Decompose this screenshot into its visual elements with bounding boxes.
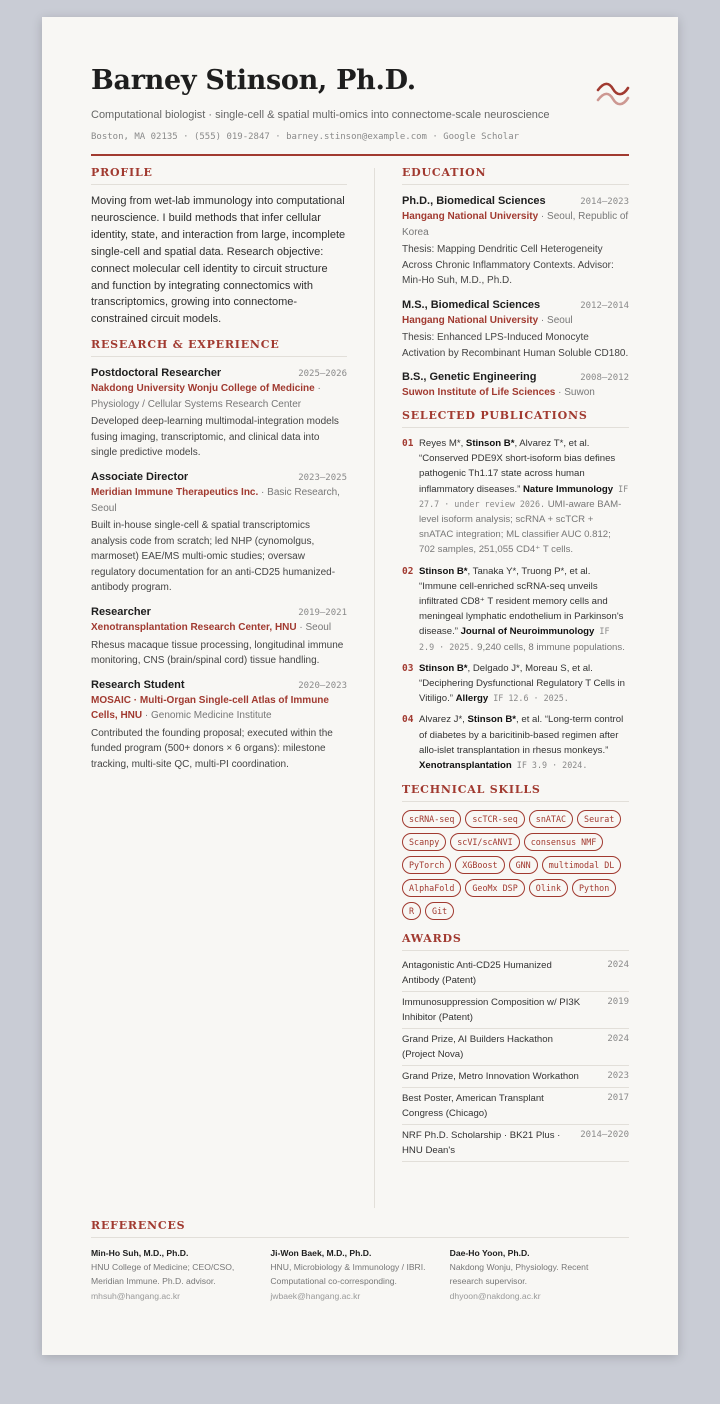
- entry-org: [91, 485, 347, 516]
- skill-list: [402, 810, 629, 920]
- reference-card: [91, 1246, 270, 1303]
- entry-org: [402, 385, 629, 401]
- skill-chip: Git: [425, 902, 454, 920]
- entry-title: M.S., Biomedical Sciences: [402, 298, 541, 311]
- skill-chip: Scanpy: [402, 833, 446, 851]
- entry-org: [402, 313, 629, 329]
- pub-title: , Alvarez T*, et al. “Conserved PDE9X short-isoform bias defines pathogenic Th1.17 state across human inflammatory diseases.”: [419, 437, 616, 495]
- award-year: 2014–2020: [580, 1130, 629, 1141]
- entry-header: [91, 677, 347, 693]
- pub-author-self: Stinson B*: [419, 565, 468, 577]
- award-year: 2017: [607, 1093, 629, 1104]
- name-heading: Barney Stinson, Ph.D.: [91, 65, 416, 96]
- skill-chip: GNN: [509, 856, 538, 874]
- org-detail: · Physiology / Cellular Systems Research Center: [91, 383, 321, 410]
- reference-description: HNU, Microbiology & Immunology / IBRI. Computational co-corresponding.: [270, 1262, 426, 1287]
- pub-authors-pre: Reyes M*,: [419, 437, 466, 449]
- pub-author-self: Stinson B*: [467, 714, 517, 726]
- award-year: 2019: [607, 997, 629, 1008]
- column-divider: [374, 168, 375, 1208]
- tilde-waves-icon: [596, 81, 630, 107]
- experience-entry: [91, 469, 347, 596]
- skill-chip: PyTorch: [402, 856, 451, 874]
- entry-title: Researcher: [91, 606, 151, 618]
- publication-text: [419, 564, 629, 655]
- publication-item: [402, 712, 629, 773]
- pub-author-self: Stinson B*: [465, 437, 515, 449]
- award-name: Grand Prize, Metro Innovation Workathon: [402, 1071, 579, 1083]
- award-name: Antagonistic Anti-CD25 Humanized Antibody (Patent): [402, 960, 552, 987]
- skill-chip: Seurat: [577, 810, 621, 828]
- experience-entry: [91, 365, 347, 461]
- entry-description: Thesis: Enhanced LPS-Induced Monocyte Activation by Recombinant Human Soluble CD180.: [402, 332, 629, 359]
- publication-text: [419, 661, 629, 707]
- skill-chip: R: [402, 902, 421, 920]
- pub-meta: IF 27.7 · under review 2026.: [419, 483, 629, 509]
- entry-description: Developed deep-learning multimodal-integration models fusing imaging, transcriptomic, and clinical data into single predictive models.: [91, 416, 339, 459]
- entry-date: 2019–2021: [298, 608, 347, 618]
- org-detail: · Basic Research, Seoul: [91, 487, 340, 514]
- pub-author-self: Stinson B*: [419, 662, 468, 674]
- entry-date: 2014–2023: [580, 197, 629, 207]
- entry-header: [91, 604, 347, 620]
- reference-card: [270, 1246, 449, 1303]
- publication-text: [419, 436, 629, 558]
- org-name: Suwon Institute of Life Sciences: [402, 387, 556, 399]
- entry-description: Thesis: Mapping Dendritic Cell Heterogeneity Across Chronic Inflammatory Contexts. Advisor: Min-Ho Suh, M.D., Ph.D.: [402, 244, 614, 287]
- award-year: 2023: [607, 1071, 629, 1082]
- award-year: 2024: [607, 960, 629, 971]
- award-item: [402, 1088, 629, 1125]
- publication-item: [402, 436, 629, 558]
- entry-org: [402, 209, 629, 240]
- section-title-publications: SELECTED PUBLICATIONS: [402, 409, 629, 428]
- skill-chip: Olink: [529, 879, 568, 897]
- skill-chip: Python: [572, 879, 616, 897]
- award-list: [402, 955, 629, 1162]
- org-name: Xenotransplantation Research Center, HNU: [91, 622, 297, 633]
- publication-number: 02: [402, 565, 414, 577]
- pub-journal: Nature Immunology: [522, 483, 614, 495]
- skill-chip: snATAC: [529, 810, 573, 828]
- pub-title: , et al. “Long-term control of diabetes by a baricitinib-based regimen after allo-islet transplantation in rhesus monkeys.”: [419, 714, 624, 756]
- publication-item: [402, 661, 629, 707]
- entry-org: [91, 693, 347, 724]
- contact-line: Boston, MA 02135 · (555) 019-2847 · barney.stinson@example.com · Google Scholar: [91, 132, 520, 142]
- entry-date: 2025–2026: [298, 369, 347, 380]
- award-year: 2024: [607, 1034, 629, 1045]
- org-detail: · Seoul: [296, 622, 332, 633]
- entry-date: 2012–2014: [580, 300, 629, 311]
- pub-meta: IF 3.9 · 2024.: [511, 760, 588, 771]
- award-item: [402, 1029, 629, 1066]
- reference-description: HNU College of Medicine; CEO/CSO, Meridian Immune. Ph.D. advisor.: [91, 1262, 235, 1287]
- reference-name: Min-Ho Suh, M.D., Ph.D.: [91, 1248, 189, 1258]
- reference-email[interactable]: dhyoon@nakdong.ac.kr: [449, 1290, 541, 1301]
- section-title-profile: PROFILE: [91, 166, 347, 185]
- pub-notes: 9,240 cells, 8 immune populations.: [474, 641, 625, 653]
- org-name: MOSAIC · Multi-Organ Single-cell Atlas of Immune Cells, HNU: [91, 694, 329, 722]
- pub-notes: UMI-aware BAM-level isoform analysis; scRNA + scTCR + snATAC integration; ML classifier AUC 0.812; 702 samples, 251,055 CD4⁺ T cells.: [419, 498, 622, 556]
- award-name: Best Poster, American Transplant Congress (Chicago): [402, 1093, 544, 1120]
- org-detail: · Genomic Medicine Institute: [142, 710, 272, 722]
- reference-card: [450, 1246, 629, 1303]
- right-column: [402, 166, 629, 1162]
- education-entry: [402, 369, 629, 401]
- entry-org: [91, 381, 347, 412]
- section-title-awards: AWARDS: [402, 932, 629, 951]
- pub-title: , Tanaka Y*, Truong P*, et al. “Immune cell-enriched scRNA-seq unveils infiltrated CD8⁺ T resident memory cells and meningeal lymphatic endothelium in Parkinson's disease.”: [419, 565, 624, 638]
- award-name: Immunosuppression Composition w/ PI3K Inhibitor (Patent): [402, 997, 581, 1024]
- reference-description: Nakdong Wonju, Physiology. Recent research supervisor.: [449, 1262, 589, 1287]
- reference-name: Ji-Won Baek, M.D., Ph.D.: [270, 1248, 372, 1258]
- skill-chip: GeoMx DSP: [465, 879, 524, 897]
- education-list: [402, 193, 629, 401]
- entry-description: Built in-house single-cell & spatial transcriptomics analysis code from scratch; led NHP (cynomolgus, marmoset) EAE/MS multi-omic studies; oversaw regulatory documentation for an anti-CD25 humanized-antibody program.: [91, 520, 336, 594]
- org-detail: · Seoul, Republic of Korea: [402, 211, 629, 238]
- resume-page: [42, 17, 678, 1355]
- skill-chip: scTCR-seq: [465, 810, 524, 828]
- org-name: Hangang National University: [402, 314, 539, 326]
- reference-email[interactable]: mhsuh@hangang.ac.kr: [91, 1290, 180, 1301]
- publication-text: [419, 712, 629, 773]
- left-column: [91, 166, 347, 780]
- award-name: Grand Prize, AI Builders Hackathon (Project Nova): [402, 1034, 553, 1061]
- pub-meta: IF 2.9 · 2025.: [419, 626, 610, 652]
- pub-journal: Xenotransplantation: [419, 760, 512, 772]
- award-item: [402, 955, 629, 992]
- experience-entry: [91, 604, 347, 669]
- education-entry: [402, 193, 629, 289]
- entry-header: [402, 193, 629, 209]
- entry-title: Associate Director: [91, 471, 189, 484]
- award-item: [402, 992, 629, 1029]
- skill-chip: consensus NMF: [524, 833, 604, 851]
- skill-chip: AlphaFold: [402, 879, 461, 897]
- pub-title: , Delgado J*, Moreau S, et al. “Deciphering Dysfunctional Regulatory T Cells in Vitiligo.”: [419, 662, 626, 705]
- org-detail: · Suwon: [555, 387, 595, 399]
- section-title-skills: TECHNICAL SKILLS: [402, 783, 629, 802]
- entry-header: [402, 369, 629, 385]
- entry-title: Postdoctoral Researcher: [91, 367, 222, 380]
- entry-date: 2023–2025: [298, 473, 347, 484]
- skill-chip: XGBoost: [455, 856, 504, 874]
- pub-journal: Allergy: [455, 693, 489, 705]
- tagline: Computational biologist · single-cell & spatial multi-omics into connectome-scale neuroscience: [91, 109, 550, 121]
- award-name: NRF Ph.D. Scholarship · BK21 Plus · HNU Dean's: [402, 1130, 561, 1157]
- entry-description: Contributed the founding proposal; executed within the funded program (500+ donors × 6 organs): milestone tracking, multi-site QC, multi-PI coordination.: [91, 727, 333, 770]
- references-section: [91, 1219, 629, 1303]
- reference-list: [91, 1246, 629, 1303]
- pub-meta: IF 12.6 · 2025.: [488, 693, 569, 704]
- entry-header: [402, 297, 629, 313]
- section-title-references: REFERENCES: [91, 1219, 629, 1238]
- publication-item: [402, 564, 629, 655]
- skill-chip: scVI/scANVI: [450, 833, 519, 851]
- org-name: Meridian Immune Therapeutics Inc.: [91, 487, 259, 499]
- entry-title: Research Student: [91, 678, 185, 691]
- skill-chip: multimodal DL: [542, 856, 622, 874]
- header-rule: [91, 154, 629, 156]
- entry-header: [91, 365, 347, 381]
- entry-org: [91, 620, 347, 636]
- profile-text: Moving from wet-lab immunology into computational neuroscience. I build methods that infer cellular identity, state, and interaction from large, incomplete single-cell and spatial data. Research objective: connect molecular cell identity to circuit structure and function by integrating connectomics with transcriptomics, growing into connectome-constrained circuit models.: [91, 195, 346, 326]
- skill-chip: scRNA-seq: [402, 810, 461, 828]
- entry-title: Ph.D., Biomedical Sciences: [402, 195, 546, 207]
- award-item: [402, 1066, 629, 1088]
- publication-number: 01: [402, 437, 414, 449]
- reference-name: Dae-Ho Yoon, Ph.D.: [449, 1248, 530, 1258]
- section-title-research: RESEARCH & EXPERIENCE: [91, 338, 347, 357]
- pub-authors-pre: Alvarez J*,: [419, 714, 468, 726]
- org-name: Hangang National University: [402, 211, 539, 222]
- experience-list: [91, 365, 347, 772]
- experience-entry: [91, 677, 347, 773]
- reference-email[interactable]: jwbaek@hangang.ac.kr: [270, 1290, 361, 1301]
- publication-number: 03: [402, 662, 414, 674]
- education-entry: [402, 297, 629, 362]
- entry-description: Rhesus macaque tissue processing, longitudinal immune monitoring, CNS (brain/spinal cord) tissue handling.: [91, 639, 344, 667]
- entry-header: [91, 469, 347, 485]
- entry-date: 2020–2023: [298, 680, 347, 691]
- org-detail: · Seoul: [538, 314, 573, 326]
- award-item: [402, 1125, 629, 1162]
- publication-number: 04: [402, 714, 414, 726]
- org-name: Nakdong University Wonju College of Medicine: [91, 383, 315, 395]
- publication-list: [402, 436, 629, 773]
- entry-date: 2008–2012: [580, 373, 629, 384]
- pub-journal: Journal of Neuroimmunology: [460, 626, 595, 638]
- entry-title: B.S., Genetic Engineering: [402, 371, 537, 384]
- section-title-education: EDUCATION: [402, 166, 629, 185]
